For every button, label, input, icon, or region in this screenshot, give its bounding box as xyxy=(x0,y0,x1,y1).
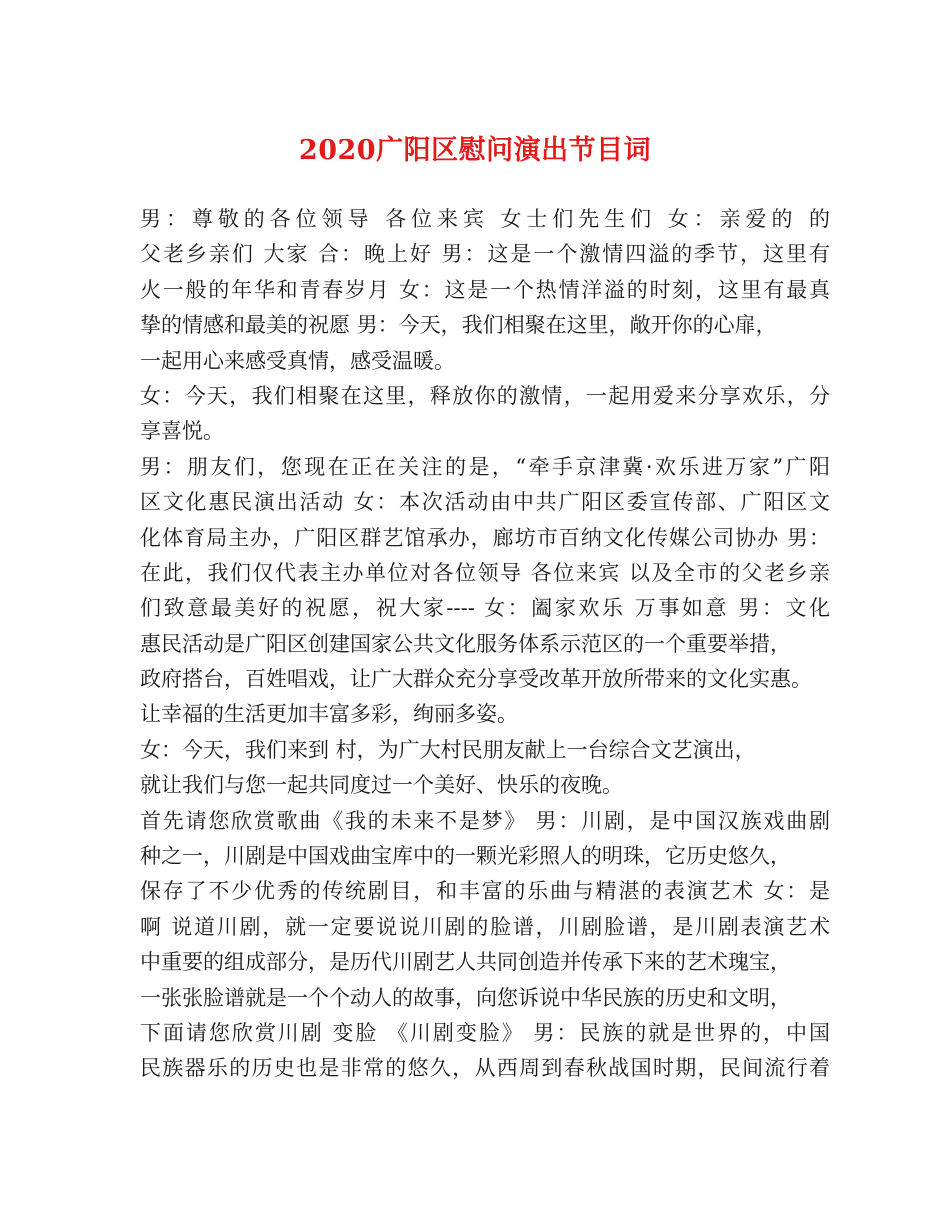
body-line: 化体育局主办，广阳区群艺馆承办，廊坊市百纳文化传媒公司协办 男： xyxy=(140,525,830,550)
body-line: 们致意最美好的祝愿，祝大家---- 女：阖家欢乐 万事如意 男：文化 xyxy=(140,596,830,621)
body-line: 享喜悦。 xyxy=(140,419,224,444)
body-line: 啊 说道川剧，就一定要说说川剧的脸谱，川剧脸谱，是川剧表演艺术 xyxy=(140,914,830,939)
body-line: 区文化惠民演出活动 女：本次活动由中共广阳区委宣传部、广阳区文 xyxy=(140,490,830,515)
body-line: 在此，我们仅代表主办单位对各位领导 各位来宾 以及全市的父老乡亲 xyxy=(140,560,830,585)
body-line: 一起用心来感受真情，感受温暖。 xyxy=(140,348,455,373)
body-line: 保存了不少优秀的传统剧目，和丰富的乐曲与精湛的表演艺术 女：是 xyxy=(140,879,830,904)
body-line: 首先请您欣赏歌曲《我的未来不是梦》 男：川剧，是中国汉族戏曲剧 xyxy=(140,808,830,833)
body-line: 父老乡亲们 大家 合：晚上好 男：这是一个激情四溢的季节，这里有 xyxy=(140,242,830,267)
body-line: 就让我们与您一起共同度过一个美好、快乐的夜晚。 xyxy=(140,773,623,798)
document-title: 2020广阳区慰问演出节目词 xyxy=(298,135,652,166)
body-line: 政府搭台，百姓唱戏，让广大群众充分享受改革开放所带来的文化实惠。 xyxy=(140,667,812,692)
body-line: 女：今天，我们来到 村，为广大村民朋友献上一台综合文艺演出， xyxy=(140,737,756,762)
body-line: 火一般的年华和青春岁月 女：这是一个热情洋溢的时刻，这里有最真 xyxy=(140,277,830,302)
body-line: 民族器乐的历史也是非常的悠久，从西周到春秋战国时期，民间流行着 xyxy=(140,1056,830,1081)
body-line: 种之一，川剧是中国戏曲宝库中的一颗光彩照人的明珠，它历史悠久， xyxy=(140,844,791,869)
body-line: 让幸福的生活更加丰富多彩，绚丽多姿。 xyxy=(140,702,518,727)
body-line: 挚的情感和最美的祝愿 男：今天，我们相聚在这里，敞开你的心扉， xyxy=(140,313,777,338)
body-line: 男：尊敬的各位领导 各位来宾 女士们先生们 女：亲爱的 的 xyxy=(140,207,830,231)
body-line: 一张张脸谱就是一个个动人的故事，向您诉说中华民族的历史和文明， xyxy=(140,985,791,1010)
body-line: 男：朋友们，您现在正在关注的是，“牵手京津冀·欢乐进万家”广阳 xyxy=(140,454,830,479)
body-line: 惠民活动是广阳区创建国家公共文化服务体系示范区的一个重要举措， xyxy=(140,631,791,656)
document-body xyxy=(140,202,830,1087)
body-line: 女：今天，我们相聚在这里，释放你的激情，一起用爱来分享欢乐，分 xyxy=(140,383,830,408)
body-line: 下面请您欣赏川剧 变脸 《川剧变脸》 男：民族的就是世界的，中国 xyxy=(140,1020,830,1045)
body-line: 中重要的组成部分，是历代川剧艺人共同创造并传承下来的艺术瑰宝， xyxy=(140,950,791,975)
